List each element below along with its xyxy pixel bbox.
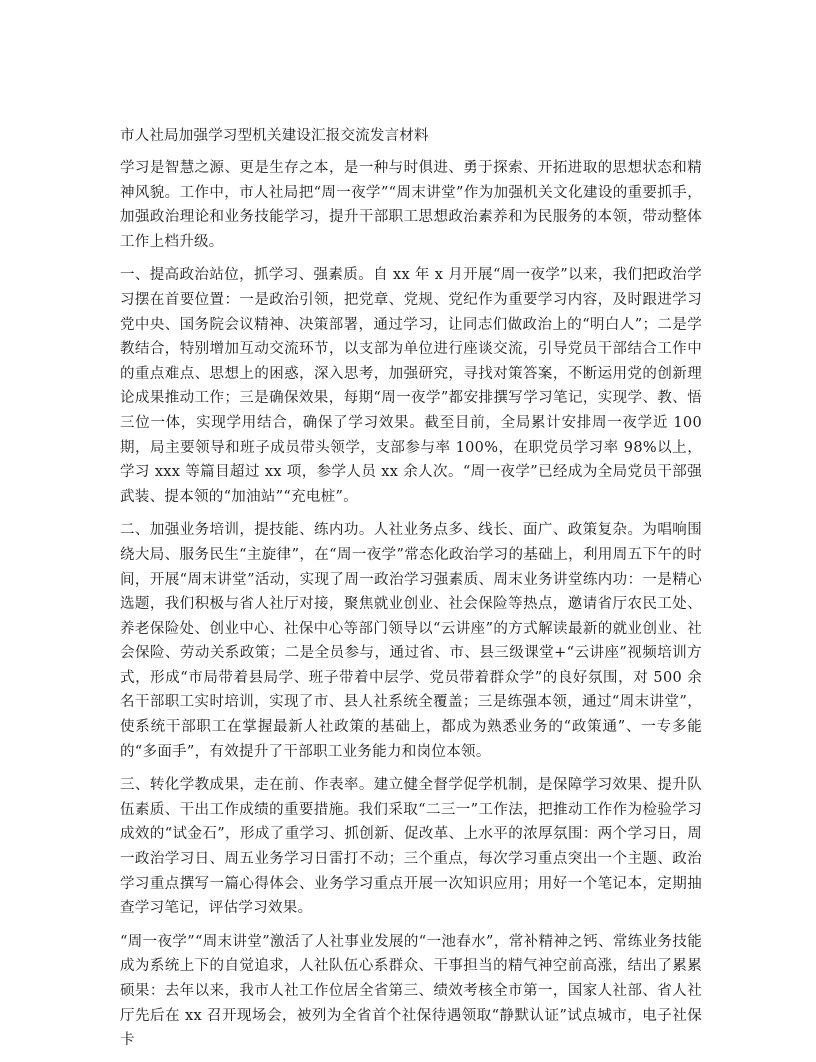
section-three-paragraph: 三、转化学教成果，走在前、作表率。建立健全督学促学机制，是保障学习效果、提升队伍素质、干出工作成绩的重要措施。我们采取“二三一”工作法，把推动工作作为检验学习成效的“试金石”，形成了重学习、抓创新、促改革、上水平的浓厚氛围：两个学习日，周一政治学习日、周五业务学习日雷打不动；三个重点，每次学习重点突出一个主题、政治学习重点撰写一篇心得体会、业务学习重点开展一次知识应用；用好一个笔记本，定期抽查学习笔记，评估学习效果。 — [120, 777, 702, 917]
section-one-paragraph: 一、提高政治站位，抓学习、强素质。自 xx 年 x 月开展“周一夜学”以来，我们把政治学习摆在首要位置：一是政治引领，把党章、党规、党纪作为重要学习内容，及时跟进学习党中央、国务院会议精神、决策部署，通过学习，让同志们做政治上的“明白人”；二是学教结合，特别增加互动交流环节，以支部为单位进行座谈交流，引导党员干部结合工作中的重点难点、思想上的困惑，深入思考，加强研究，寻找对策答案，不断运用党的创新理论成果推动工作；三是确保效果，每期“周一夜学”都安排撰写学习笔记，实现学、教、悟三位一体，实现学用结合，确保了学习效果。截至目前，全局累计安排周一夜学近 100 期，局主要领导和班子成员带头领学，支部参与率 100%，在职党员学习率 98%以上，学习 xxx 等篇目超过 xx 项，参学人员 xx 余人次。“周一夜学”已经成为全局党员干部强武装、提本领的“加油站”“充电桩”。 — [120, 267, 702, 505]
results-paragraph: “周一夜学”“周末讲堂”激活了人社事业发展的“一池春水”，常补精神之钙、常练业务技能成为系统上下的自觉追求，人社队伍心系群众、干事担当的精气神空前高涨，结出了累累硕果：去年以来，我市人社工作位居全省第三、绩效考核全市第一，国家人社部、省人社厅先后在 xx 召开现场会，被列为全省首个社保待遇领取“静默认证”试点城市，电子社保卡 — [120, 933, 702, 1049]
document-title: 市人社局加强学习型机关建设汇报交流发言材料 — [120, 128, 429, 144]
section-two-paragraph: 二、加强业务培训，提技能、练内功。人社业务点多、线长、面广、政策复杂。为唱响围绕大局、服务民生“主旋律”，在“周一夜学”常态化政治学习的基础上，利用周五下午的时间，开展“周末讲堂”活动，实现了周一政治学习强素质、周末业务讲堂练内功：一是精心选题，我们积极与省人社厅对接，聚焦就业创业、社会保险等热点，邀请省厅农民工处、养老保险处、创业中心、社保中心等部门领导以“云讲座”的方式解读最新的就业创业、社会保险、劳动关系政策；二是全员参与，通过省、市、县三级课堂+“云讲座”视频培训方式，形成“市局带着县局学、班子带着中层学、党员带着群众学”的良好氛围，对 500 余名干部职工实时培训，实现了市、县人社系统全覆盖；三是练强本领，通过“周末讲堂”，使系统干部职工在掌握最新人社政策的基础上，都成为熟悉业务的“政策通”、一专多能的“多面手”，有效提升了干部职工业务能力和岗位本领。 — [120, 522, 702, 760]
intro-paragraph: 学习是智慧之源、更是生存之本，是一种与时俱进、勇于探索、开拓进取的思想状态和精神风貌。工作中，市人社局把“周一夜学”“周末讲堂”作为加强机关文化建设的重要抓手，加强政治理论和业务技能学习，提升干部职工思想政治素养和为民服务的本领，带动整体工作上档升级。 — [120, 160, 702, 250]
document-page — [120, 124, 702, 1062]
